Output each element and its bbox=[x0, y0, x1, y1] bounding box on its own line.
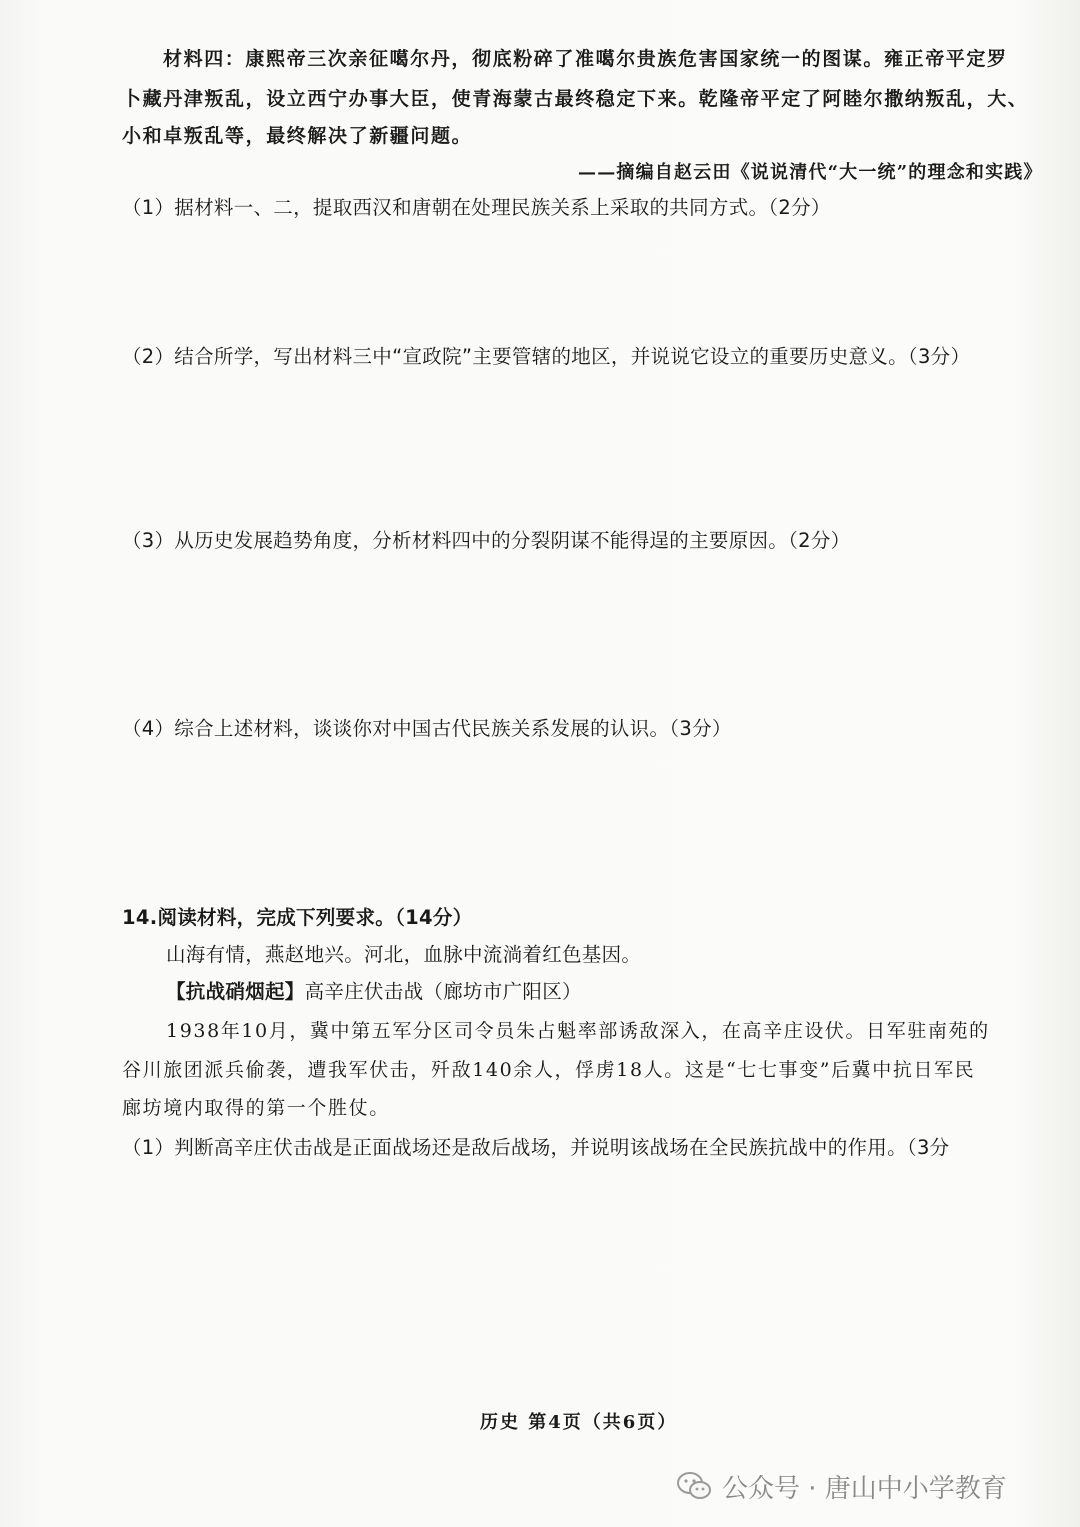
q14-intro: 山海有情，燕赵地兴。河北，血脉中流淌着红色基因。 bbox=[166, 943, 642, 966]
q14-sub1: （1）判断高辛庄伏击战是正面战场还是敌后战场，并说明该战场在全民族抗战中的作用。（3分 bbox=[122, 1136, 950, 1159]
q14-section-heading bbox=[166, 976, 582, 1004]
q14-para3: 廊坊境内取得的第一个胜仗。 bbox=[122, 1097, 390, 1119]
material4-line3: 小和卓叛乱等，最终解决了新疆问题。 bbox=[122, 125, 473, 147]
watermark bbox=[676, 1466, 1007, 1506]
q13-sub4: （4）综合上述材料，谈谈你对中国古代民族关系发展的认识。（3分） bbox=[122, 717, 732, 740]
q14-header: 14.阅读材料，完成下列要求。（14分） bbox=[122, 906, 473, 929]
page-footer: 历史 第4页（共6页） bbox=[480, 1412, 678, 1433]
q14-section-title: 【抗战硝烟起】 bbox=[166, 980, 305, 1003]
q14-section-rest: 高辛庄伏击战（廊坊市广阳区） bbox=[304, 980, 582, 1003]
q14-para2: 谷川旅团派兵偷袭，遭我军伏击，歼敌140余人，俘虏18人。这是“七七事变”后冀中抗日军民 bbox=[122, 1059, 976, 1081]
q13-sub1: （1）据材料一、二，提取西汉和唐朝在处理民族关系上采取的共同方式。（2分） bbox=[122, 196, 831, 219]
wechat-icon bbox=[676, 1471, 712, 1501]
q13-sub2: （2）结合所学，写出材料三中“宣政院”主要管辖的地区，并说说它设立的重要历史意义。（3分） bbox=[122, 345, 971, 368]
material4-line2: 卜藏丹津叛乱，设立西宁办事大臣，使青海蒙古最终稳定下来。乾隆帝平定了阿睦尔撒纳叛乱，大、 bbox=[122, 88, 1029, 110]
material4-line1: 材料四：康熙帝三次亲征噶尔丹，彻底粉碎了准噶尔贵族危害国家统一的图谋。雍正帝平定罗 bbox=[163, 48, 1008, 70]
q13-sub3: （3）从历史发展趋势角度，分析材料四中的分裂阴谋不能得逞的主要原因。（2分） bbox=[122, 529, 851, 552]
watermark-text: 公众号 · 唐山中小学教育 bbox=[722, 1473, 1007, 1504]
q14-para1: 1938年10月，冀中第五军分区司令员朱占魁率部诱敌深入，在高辛庄设伏。日军驻南苑的 bbox=[166, 1020, 990, 1042]
material4-source: ——摘编自赵云田《说说清代“大一统”的理念和实践》 bbox=[578, 162, 1043, 183]
